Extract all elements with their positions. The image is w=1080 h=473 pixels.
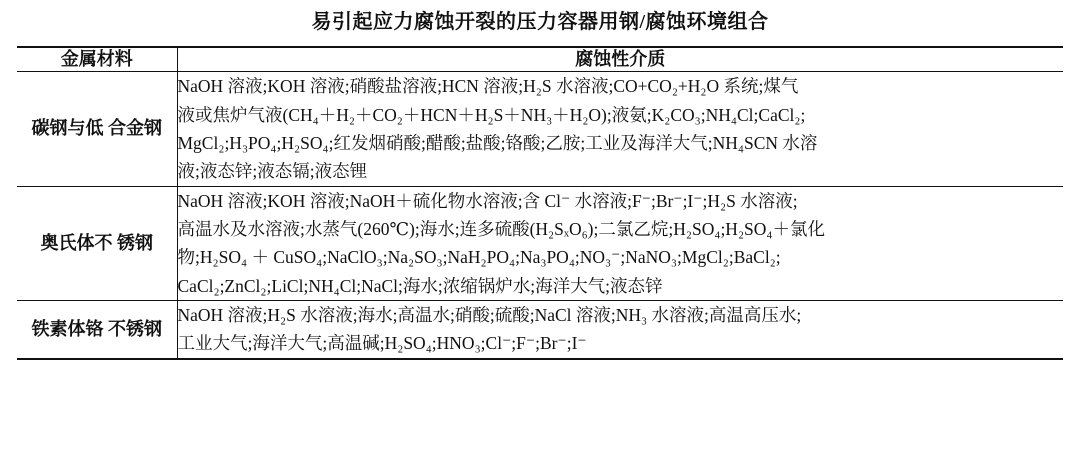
media-cell [177,72,1063,186]
column-header-media: 腐蚀性介质 [177,47,1063,72]
column-header-material: 金属材料 [17,47,177,72]
media-line: CaCl₂;ZnCl₂;LiCl;NH₄Cl;NaCl;海水;浓缩锅炉水;海洋大气;液态锌 [177,275,663,296]
material-line: 不锈钢 [108,318,162,339]
material-cell [17,186,177,300]
material-line: 奥氏体不 [40,232,113,253]
media-line: NaOH 溶液;KOH 溶液;NaOH＋硫化物水溶液;含 Cl⁻ 水溶液;F⁻;Br⁻;I⁻;H₂S 水溶液; [177,190,798,211]
media-cell [177,301,1063,359]
media-line: 高温水及水溶液;水蒸气(260℃);海水;连多硫酸(H₂SₓO₆);二氯乙烷;H₂SO₄;H₂SO₄＋氯化 [177,219,826,240]
media-line: MgCl₂;H₃PO₄;H₂SO₄;红发烟硝酸;醋酸;盐酸;铬酸;乙胺;工业及海洋大气;NH₄SCN 水溶 [177,133,818,154]
material-cell [17,301,177,359]
table-row [17,301,1063,359]
material-line: 碳钢与低 [31,118,104,139]
corrosion-table [17,46,1063,360]
table-row [17,72,1063,186]
media-line: 物;H₂SO₄ ＋ CuSO₄;NaClO₃;Na₂SO₃;NaH₂PO₄;Na₃PO₄;NO₃⁻;NaNO₃;MgCl₂;BaCl₂; [177,247,781,268]
material-line: 锈钢 [117,232,153,253]
media-line: 液或焦炉气液(CH₄＋H₂＋CO₂＋HCN＋H₂S＋NH₃＋H₂O);液氨;K₂CO₃;NH₄Cl;CaCl₂; [177,104,806,125]
table-header-row [17,47,1063,72]
material-line: 合金钢 [108,118,162,139]
media-line: 工业大气;海洋大气;高温碱;H₂SO₄;HNO₃;Cl⁻;F⁻;Br⁻;I⁻ [177,333,587,354]
media-line: NaOH 溶液;KOH 溶液;硝酸盐溶液;HCN 溶液;H₂S 水溶液;CO+CO₂+H₂O 系统;煤气 [177,76,799,97]
media-cell [177,186,1063,300]
table-row [17,186,1063,300]
media-line: 液;液态锌;液态镉;液态锂 [177,161,368,182]
material-cell [17,72,177,186]
material-line: 铁素体铬 [31,318,104,339]
media-line: NaOH 溶液;H₂S 水溶液;海水;高温水;硝酸;硫酸;NaCl 溶液;NH₃ 水溶液;高温高压水; [177,305,802,326]
page-title: 易引起应力腐蚀开裂的压力容器用钢/腐蚀环境组合 [311,11,769,33]
